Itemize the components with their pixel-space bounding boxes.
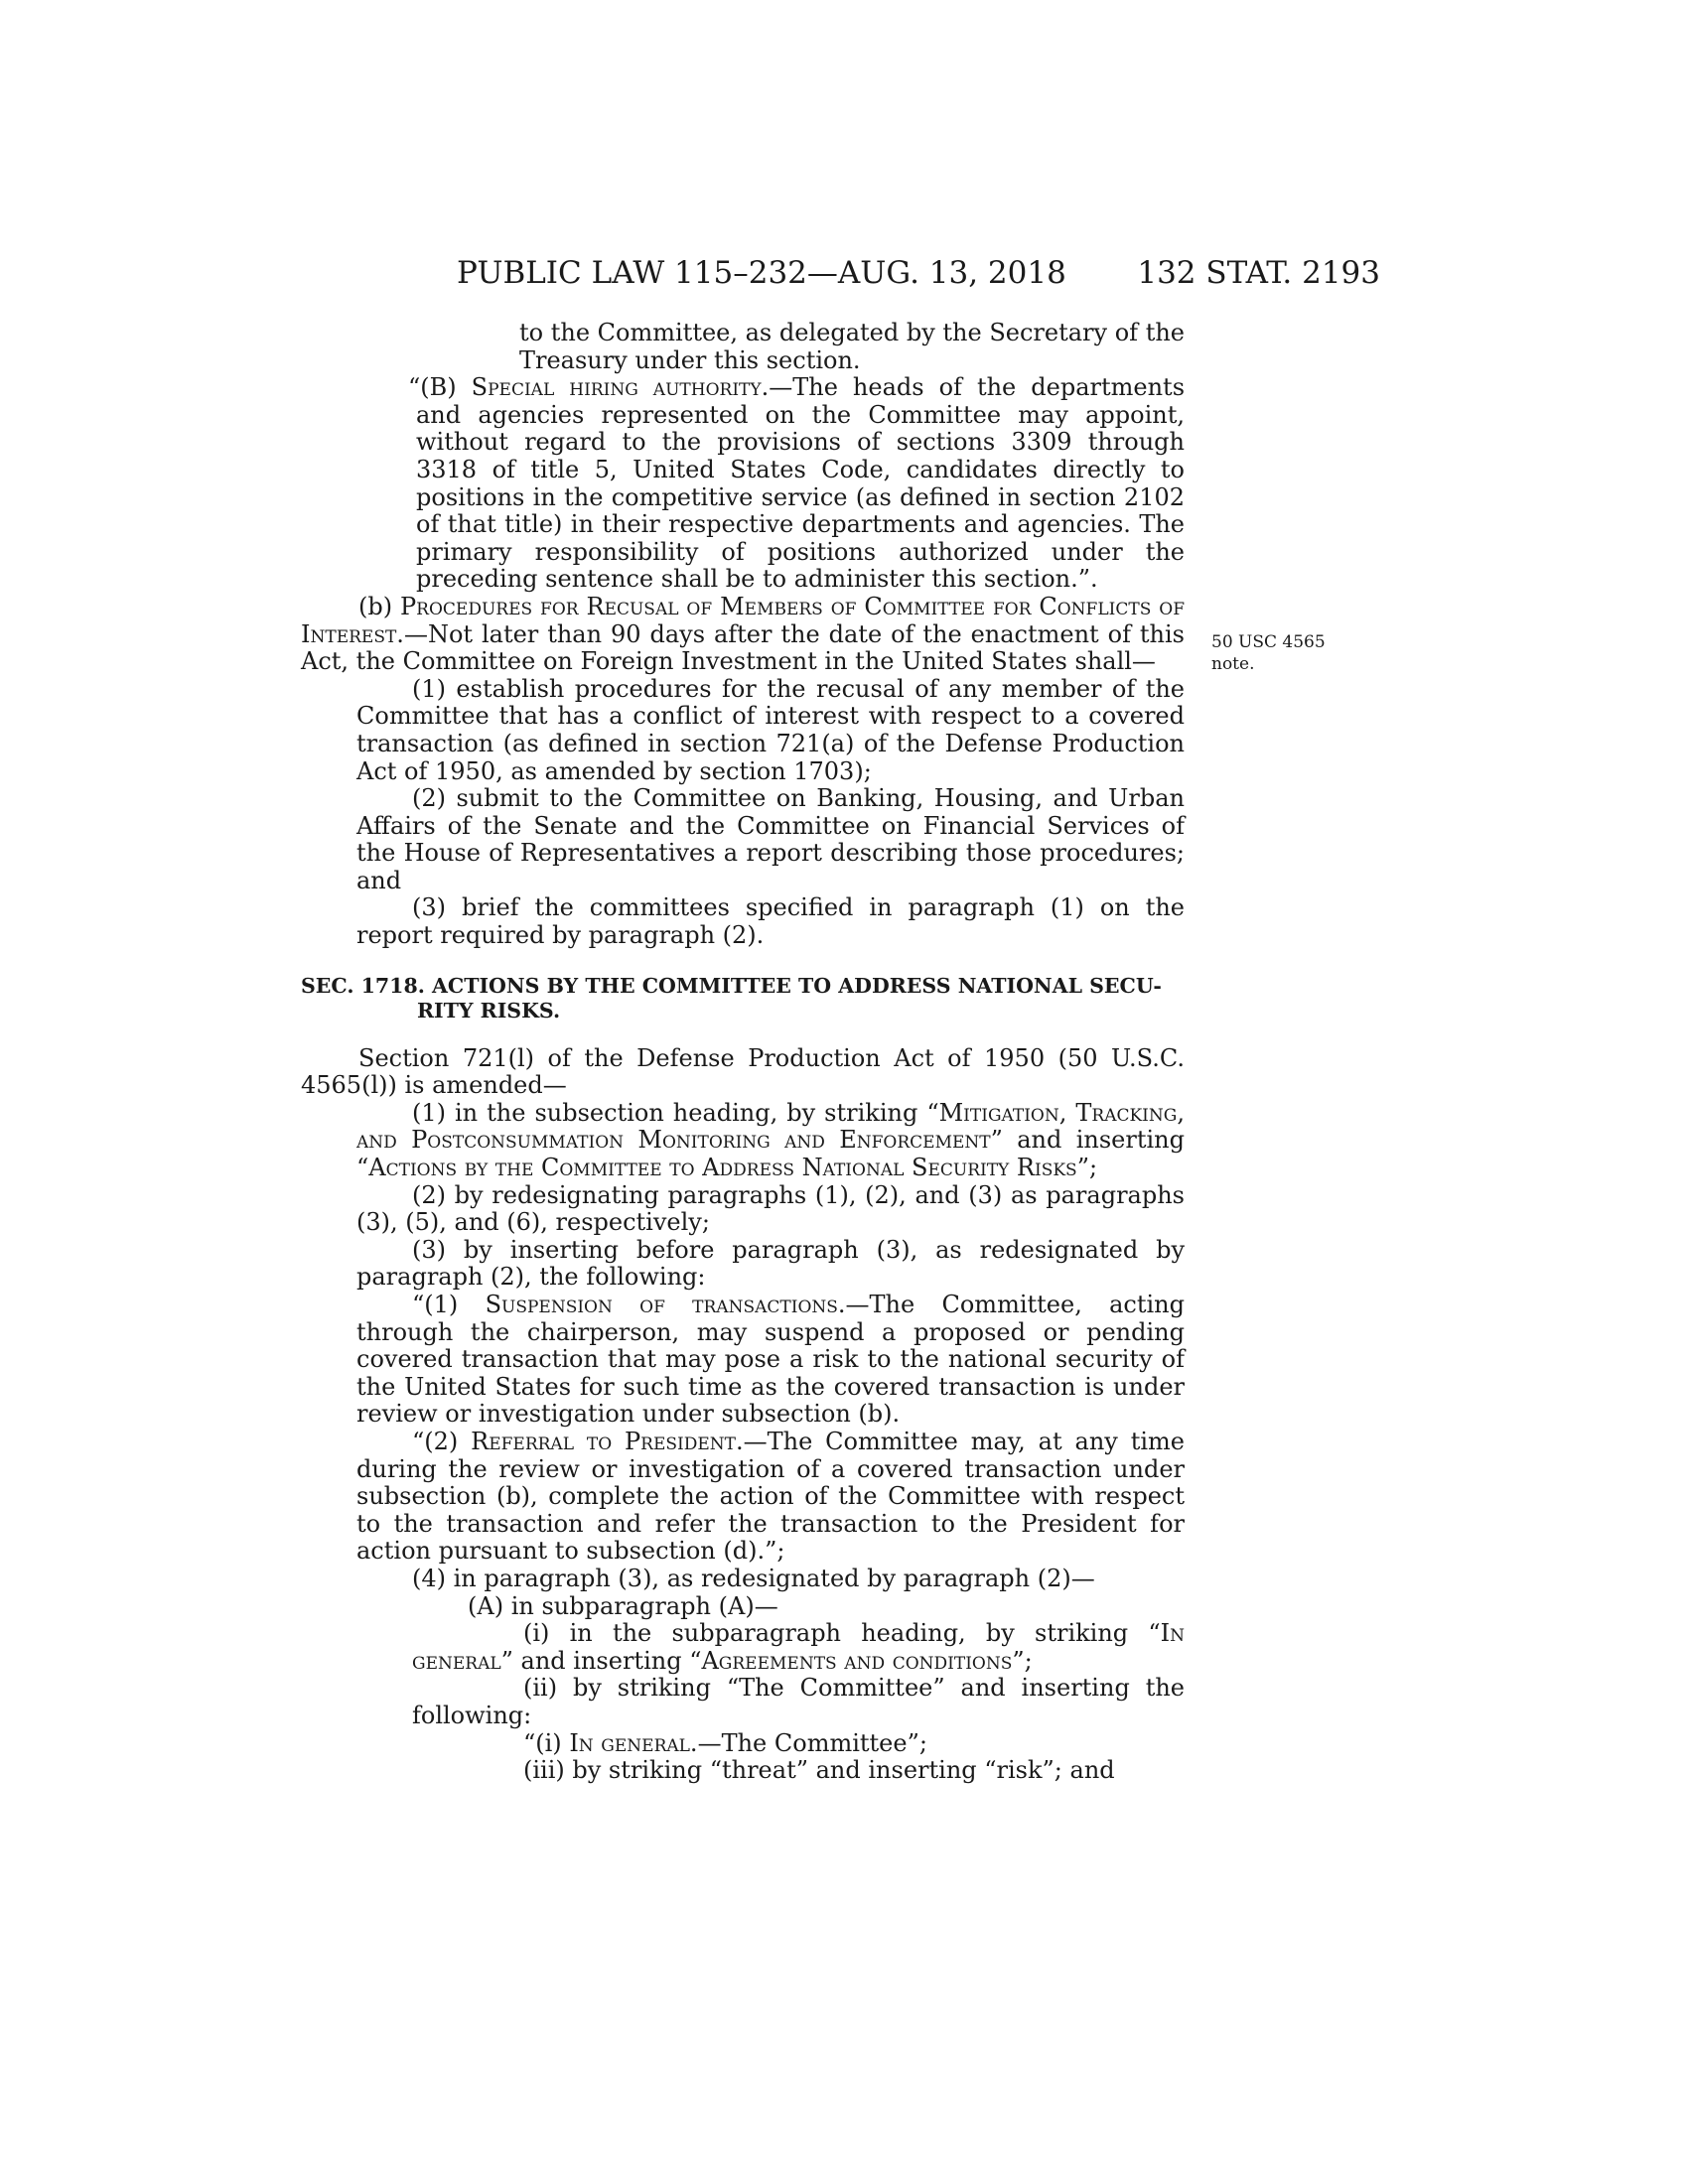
heading-recusal-procedures: Procedures for Recusal of Members of Committee for Conflicts of Interest. <box>301 592 1185 648</box>
paragraph-clause-ii: (ii) by striking “The Committee” and inserting the following: <box>412 1674 1185 1729</box>
margin-note <box>1211 631 1326 675</box>
paragraph-section-intro: Section 721(l) of the Defense Production Act of 1950 (50 U.S.C. 4565(l)) is amended— <box>301 1043 1185 1100</box>
heading-special-hiring: Special hiring authority. <box>471 373 770 402</box>
section-heading <box>301 974 1185 1024</box>
paragraph-continuation: to the Committee, as delegated by the Secretary of the Treasury under this section. <box>519 319 1185 374</box>
paragraph-subsection-b: (b) Procedures for Recusal of Members of Committee for Conflicts of Interest.—Not later than 90 days after the date of the enactment of this Act, the Committee on Foreign Investment in the United States shall— <box>301 592 1185 676</box>
paragraph-suspension: “(1) Suspension of transactions.—The Committee, acting through the chairperson, may suspend a proposed or pending covered transaction that may pose a risk to the national security of the United States for such time as the covered transaction is under review or investigation under subsection (b). <box>356 1291 1185 1429</box>
heading-suspension: Suspension of transactions. <box>485 1291 846 1318</box>
paragraph-amendment-1: (1) in the subsection heading, by striking “Mitigation, Tracking, and Postconsummation Monitoring and Enforcement” and inserting “Actions by the Committee to Address National Security Risks”; <box>356 1098 1185 1182</box>
page-header <box>457 253 1380 293</box>
paragraph-referral: “(2) Referral to President.—The Committee may, at any time during the review or investigation of a covered transaction under subsection (b), complete the action of the Committee with respect to the transaction and refer the transaction to the President for action pursuant to subsection (d).”; <box>356 1427 1185 1566</box>
paragraph-amendment-4: (4) in paragraph (3), as redesignated by paragraph (2)— <box>412 1564 1095 1592</box>
section-heading-line-2: RITY RISKS. <box>417 998 561 1023</box>
paragraph-special-hiring: “(B) Special hiring authority.—The heads of the departments and agencies represented on the Committee may appoint, without regard to the provisions of sections 3309 through 3318 of title 5, United States Code, candidates directly to positions in the competitive service (as defined in section 2102 of that title) in their respective departments and agencies. The primary responsibility of positions authorized under the preceding sentence shall be to administer this section.”. <box>408 373 1186 594</box>
paragraph-clause-iii: (iii) by striking “threat” and inserting “risk”; and <box>523 1756 1115 1785</box>
paragraph-item-3: (3) brief the committees specified in paragraph (1) on the report required by paragraph (2). <box>356 893 1185 950</box>
margin-note-citation: 50 USC 4565 <box>1211 632 1326 652</box>
paragraph-inserted-clause-i: “(i) In general.—The Committee”; <box>523 1728 927 1757</box>
document-body <box>301 320 1185 1785</box>
section-heading-line-1: SEC. 1718. ACTIONS BY THE COMMITTEE TO ADDRESS NATIONAL SECU- <box>301 973 1162 998</box>
public-law-citation: PUBLIC LAW 115–232—AUG. 13, 2018 <box>457 255 1066 291</box>
paragraph-item-2: (2) submit to the Committee on Banking, Housing, and Urban Affairs of the Senate and the Committee on Financial Services of the House of Representatives a report describing those procedures; and <box>356 784 1185 894</box>
paragraph-amendment-2: (2) by redesignating paragraphs (1), (2), and (3) as paragraphs (3), (5), and (6), respectively; <box>356 1180 1185 1237</box>
margin-note-label: note. <box>1211 654 1255 674</box>
paragraph-item-1: (1) establish procedures for the recusal of any member of the Committee that has a conflict of interest with respect to a covered transaction (as defined in section 721(a) of the Defense Production Act of 1950, as amended by section 1703); <box>356 674 1185 785</box>
paragraph-clause-i: (i) in the subparagraph heading, by striking “In general” and inserting “Agreements and conditions”; <box>412 1619 1185 1675</box>
paragraph-subparagraph-a: (A) in subparagraph (A)— <box>468 1591 778 1620</box>
stat-page-number: 132 STAT. 2193 <box>1137 255 1380 291</box>
paragraph-amendment-3: (3) by inserting before paragraph (3), as redesignated by paragraph (2), the following: <box>356 1235 1185 1292</box>
heading-referral: Referral to President. <box>471 1427 744 1455</box>
